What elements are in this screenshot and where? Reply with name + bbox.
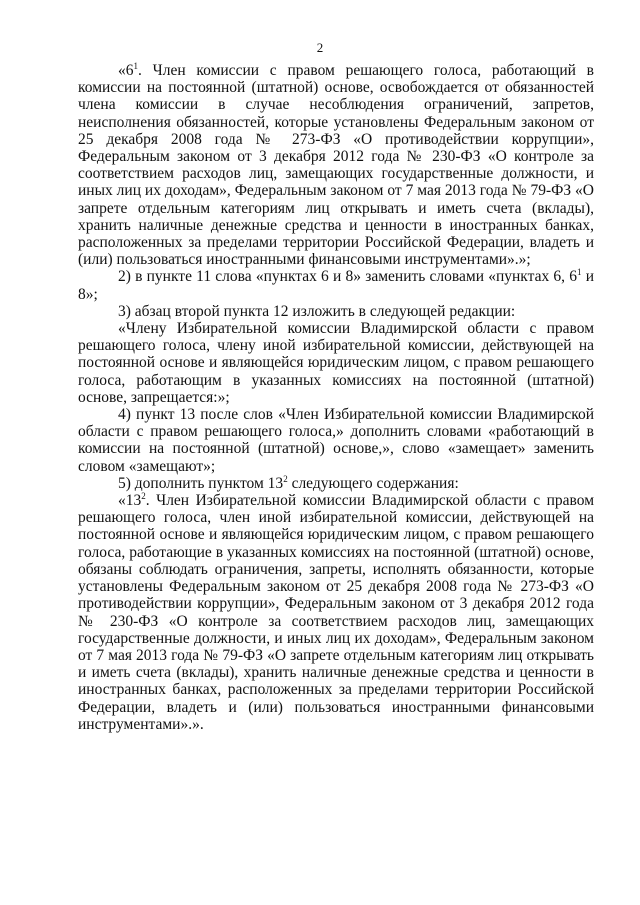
paragraph-item-6-1: «$6^1$. Член комиссии с правом решающего голоса, работающий в комиссии на постоянной (штатной) основе, освобождается от обязанностей члена комиссии в случае несоблюдения ограничений, запретов, неисполнения обязанностей, которые установлены Федеральным законом от 25 декабря 2008 года № 273-ФЗ «О противодействии коррупции», Федеральным законом от 3 декабря 2012 года № 230-ФЗ «О контроле за соответствием расходов лиц, замещающих государственные должности, и иных лиц их доходам», Федеральным законом от 7 мая 2013 года № 79-ФЗ «О запрете отдельным категориям лиц открывать и иметь счета (вклады), хранить наличные денежные средства и ценности в иностранных банках, расположенных за пределами территории Российской Федерации, владеть и (или) пользоваться иностранными финансовыми инструментами».»;	[78, 61, 594, 269]
paragraph-amend-3: 3) абзац второй пункта 12 изложить в следующей редакции:	[118, 302, 516, 320]
paragraph-amend-4: 4) пункт 13 после слов «Член Избирательной комиссии Владимирской области с правом решающего голоса,» дополнить словами «работающий в комиссии на постоянной (штатной) основе,», слово «замещает» заменить словом «замещают»;	[78, 406, 594, 475]
paragraph-amend-5: 5) дополнить пунктом $13^2$ следующего содержания:	[118, 473, 459, 492]
paragraph-amend-2: 2) в пункте 11 слова «пунктах 6 и 8» заменить словами «пунктах 6, $6^1$ и 8»;	[78, 267, 594, 303]
page-number: 2	[316, 40, 324, 55]
paragraph-item-13-2: «$13^2$. Член Избирательной комиссии Владимирской области с правом решающего голоса, член иной избирательной комиссии, действующей на постоянной основе и являющейся юридическим лицом, с правом решающего голоса, работающие в указанных комиссиях на постоянной (штатной) основе, обязаны соблюдать ограничения, запреты, исполнять обязанности, которые установлены Федеральным законом от 25 декабря 2008 года № 273-ФЗ «О противодействии коррупции», Федеральным законом от 3 декабря 2012 года № 230-ФЗ «О контроле за соответствием расходов лиц, замещающих государственные должности, и иных лиц их доходам», Федеральным законом от 7 мая 2013 года № 79-ФЗ «О запрете отдельным категориям лиц открывать и иметь счета (вклады), хранить наличные денежные средства и ценности в иностранных банках, расположенных за пределами территории Российской Федерации, владеть и (или) пользоваться иностранными финансовыми инструментами».».	[78, 491, 594, 733]
paragraph-quote-12: «Члену Избирательной комиссии Владимирской области с правом решающего голоса, члену иной избирательной комиссии, действующей на постоянной основе и являющейся юридическим лицом, с правом решающего голоса, работающим в указанных комиссиях на постоянной (штатной) основе, запрещается:»;	[78, 320, 594, 406]
document-body	[78, 62, 594, 733]
